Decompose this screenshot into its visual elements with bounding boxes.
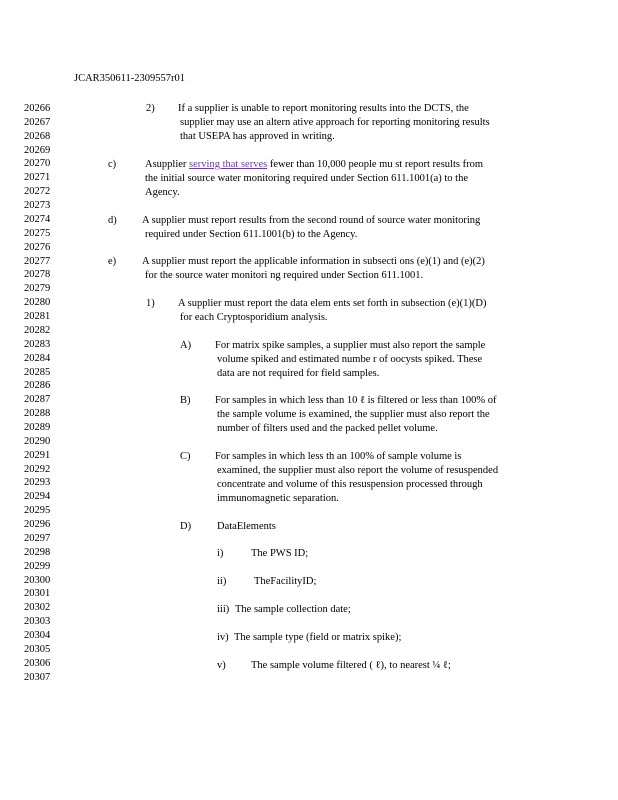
line-number: 20298 [24, 546, 51, 558]
line-number: 20287 [24, 394, 51, 406]
line-number: 20292 [24, 463, 51, 475]
line-number: 20295 [24, 505, 51, 517]
item-marker: A) [180, 340, 192, 351]
line-number: 20299 [24, 560, 51, 572]
line-number: 20300 [24, 574, 51, 586]
paragraph-line: supplier may use an altern ative approach for reporting monitoring results [180, 117, 490, 128]
line-number: 20304 [24, 630, 51, 642]
paragraph-line: Agency. [145, 187, 180, 198]
line-number: 20290 [24, 435, 51, 447]
line-number: 20288 [24, 408, 51, 420]
line-number: 20276 [24, 241, 51, 253]
paragraph-line: data are not required for field samples. [217, 368, 380, 379]
item-marker: e) [108, 256, 117, 267]
paragraph-text: Asupplier [145, 159, 190, 170]
item-marker: B) [180, 395, 191, 406]
line-number: 20270 [24, 158, 51, 170]
paragraph-line: TheFacilityID; [254, 576, 317, 587]
line-number: 20286 [24, 380, 51, 392]
line-number: 20273 [24, 200, 51, 212]
paragraph-line: DataElements [217, 521, 276, 532]
paragraph-line: For samples in which less than 10 ℓ is filtered or less than 100% of [215, 395, 497, 406]
line-number: 20275 [24, 227, 51, 239]
item-marker: C) [180, 451, 191, 462]
item-marker: iii) [217, 604, 230, 615]
line-number: 20278 [24, 269, 51, 281]
line-number: 20277 [24, 255, 51, 267]
paragraph-line: The sample volume filtered ( ℓ), to nearest ¼ ℓ; [251, 660, 451, 671]
line-number: 20271 [24, 172, 51, 184]
line-number: 20294 [24, 491, 51, 503]
line-number: 20268 [24, 130, 51, 142]
item-marker: c) [108, 159, 117, 170]
paragraph-line: the initial source water monitoring required under Section 611.1001(a) to the [145, 173, 468, 184]
paragraph-line: for the source water monitori ng required under Section 611.1001. [145, 270, 424, 281]
line-number: 20282 [24, 324, 51, 336]
item-marker: 1) [146, 298, 155, 309]
line-number: 20283 [24, 338, 51, 350]
line-number: 20306 [24, 657, 51, 669]
line-number: 20293 [24, 477, 51, 489]
paragraph-line: A supplier must report the data elem ents set forth in subsection (e)(1)(D) [178, 298, 487, 309]
paragraph-line: For matrix spike samples, a supplier must also report the sample [215, 340, 486, 351]
item-marker: iv) [217, 632, 229, 643]
line-number: 20303 [24, 616, 51, 628]
paragraph-line: The PWS ID; [251, 548, 309, 559]
paragraph-line: The sample collection date; [235, 604, 351, 615]
line-number: 20284 [24, 352, 51, 364]
line-number: 20297 [24, 532, 51, 544]
line-number: 20296 [24, 519, 51, 531]
paragraph-line: examined, the supplier must also report the volume of resuspended [217, 465, 499, 476]
item-marker: i) [217, 548, 224, 559]
paragraph-text: fewer than 10,000 people mu st report results from [267, 159, 483, 170]
line-number: 20267 [24, 116, 51, 128]
item-marker: D) [180, 521, 192, 532]
paragraph-line: If a supplier is unable to report monitoring results into the DCTS, the [178, 103, 469, 114]
paragraph-line: for each Cryptosporidium analysis. [180, 312, 328, 323]
paragraph-line: A supplier must report the applicable information in subsecti ons (e)(1) and (e)(2) [142, 256, 485, 267]
line-number: 20266 [24, 103, 51, 114]
paragraph-line: For samples in which less th an 100% of sample volume is [215, 451, 462, 462]
line-number: 20289 [24, 422, 51, 433]
item-marker: v) [217, 660, 226, 671]
line-number: 20274 [24, 213, 51, 225]
document-header: JCAR350611-2309557r01 [74, 73, 186, 84]
line-number: 20281 [24, 311, 51, 323]
item-marker: d) [108, 215, 117, 226]
item-marker: 2) [146, 103, 155, 114]
paragraph-line: the sample volume is examined, the supplier must also report the [217, 409, 490, 420]
paragraph-line: The sample type (field or matrix spike); [234, 632, 402, 643]
line-number: 20285 [24, 366, 51, 378]
paragraph-line: volume spiked and estimated numbe r of oocysts spiked. These [217, 354, 483, 365]
paragraph-line: A supplier must report results from the second round of source water monitoring [142, 215, 481, 226]
paragraph-line: number of filters used and the packed pellet volume. [217, 423, 438, 434]
line-number: 20280 [24, 297, 51, 309]
line-number: 20307 [24, 671, 51, 683]
line-number: 20305 [24, 643, 51, 655]
line-number: 20291 [24, 449, 51, 461]
paragraph-line: immunomagnetic separation. [217, 493, 339, 504]
line-number: 20302 [24, 602, 51, 614]
line-number: 20301 [24, 588, 51, 600]
paragraph-line [145, 158, 483, 172]
paragraph-line: that USEPA has approved in writing. [180, 131, 335, 142]
item-marker: ii) [217, 576, 227, 587]
serving-that-serves-link[interactable]: serving that serves [189, 159, 268, 170]
line-number: 20272 [24, 186, 51, 198]
paragraph-line: concentrate and volume of this resuspension processed through [217, 479, 483, 490]
paragraph-line: required under Section 611.1001(b) to the Agency. [145, 229, 358, 240]
line-number: 20269 [24, 144, 51, 156]
line-number: 20279 [24, 283, 51, 295]
